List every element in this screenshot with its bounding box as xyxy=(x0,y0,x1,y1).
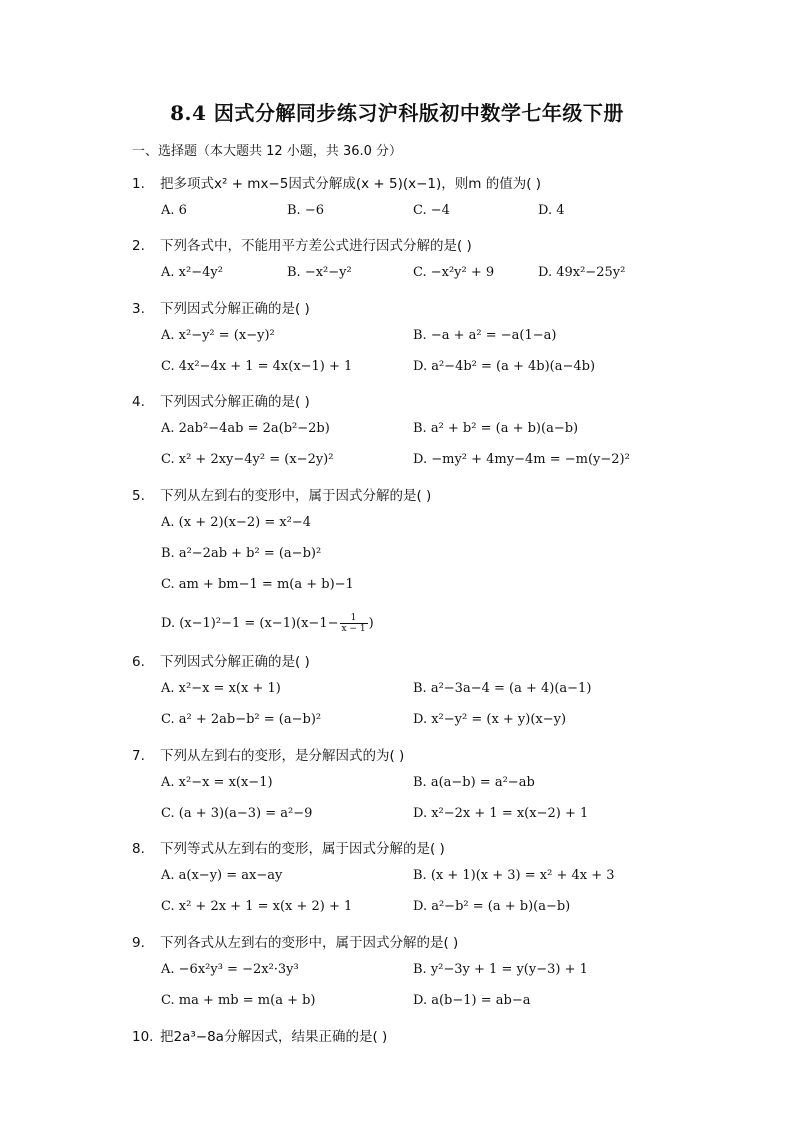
question-number: 4. xyxy=(132,394,145,410)
option-d: D. a²−b² = (a + b)(a−b) xyxy=(413,899,571,914)
option-c: C. −4 xyxy=(413,203,450,218)
option-d: D. a(b−1) = ab−a xyxy=(413,993,531,1008)
question-4 xyxy=(132,390,310,410)
question-5 xyxy=(132,484,431,504)
option-a: A. 2ab²−4ab = 2a(b²−2b) xyxy=(161,421,330,436)
question-8 xyxy=(132,837,445,857)
question-text: 下列因式分解正确的是( ) xyxy=(160,654,310,670)
option-a: A. 6 xyxy=(161,203,187,218)
question-number: 9. xyxy=(132,935,145,951)
option-a: A. x²−x = x(x + 1) xyxy=(161,681,281,696)
closing-paren: ) xyxy=(368,616,374,631)
option-c: C. (a + 3)(a−3) = a²−9 xyxy=(161,806,313,821)
option-d: D. x²−y² = (x + y)(x−y) xyxy=(413,712,567,727)
option-d: D. 4 xyxy=(538,203,565,218)
option-c: C. a² + 2ab−b² = (a−b)² xyxy=(161,712,322,727)
option-b: B. a²−3a−4 = (a + 4)(a−1) xyxy=(413,681,592,696)
option-c: C. x² + 2xy−4y² = (x−2y)² xyxy=(161,452,334,467)
question-text: 下列因式分解正确的是( ) xyxy=(160,394,310,410)
option-a: A. −6x²y³ = −2x²·3y³ xyxy=(161,962,299,977)
option-d: D. −my² + 4my−4m = −m(y−2)² xyxy=(413,452,630,467)
question-number: 3. xyxy=(132,301,145,317)
option-d: D. x²−2x + 1 = x(x−2) + 1 xyxy=(413,806,589,821)
option-b: B. −a + a² = −a(1−a) xyxy=(413,328,557,343)
option-b: B. (x + 1)(x + 3) = x² + 4x + 3 xyxy=(413,868,615,883)
option-c: C. −x²y² + 9 xyxy=(413,265,495,280)
question-number: 1. xyxy=(132,176,145,192)
option-a: A. x²−4y² xyxy=(161,265,223,280)
option-b: B. a²−2ab + b² = (a−b)² xyxy=(161,546,322,561)
question-1 xyxy=(132,172,541,192)
option-b: B. y²−3y + 1 = y(y−3) + 1 xyxy=(413,962,588,977)
question-text: 下列各式从左到右的变形中，属于因式分解的是( ) xyxy=(160,935,459,951)
question-7 xyxy=(132,744,404,764)
question-9 xyxy=(132,931,458,951)
question-text: 把2a³−8a分解因式，结果正确的是( ) xyxy=(160,1029,388,1045)
option-a: A. x²−x = x(x−1) xyxy=(161,775,273,790)
question-text: 把多项式x² + mx−5因式分解成(x + 5)(x−1)，则m 的值为( ) xyxy=(160,176,542,192)
fraction xyxy=(340,613,368,634)
fraction-numerator: 1 xyxy=(340,613,368,624)
option-b: B. a² + b² = (a + b)(a−b) xyxy=(413,421,579,436)
option-c: C. 4x²−4x + 1 = 4x(x−1) + 1 xyxy=(161,359,353,374)
question-6 xyxy=(132,650,310,670)
section-heading: 一、选择题（本大题共 12 小题，共 36.0 分） xyxy=(132,144,403,159)
question-text: 下列等式从左到右的变形，属于因式分解的是( ) xyxy=(160,841,445,857)
option-d: D. a²−4b² = (a + 4b)(a−4b) xyxy=(413,359,596,374)
option-d xyxy=(161,613,374,634)
option-b: B. −6 xyxy=(287,203,324,218)
question-text: 下列因式分解正确的是( ) xyxy=(160,301,310,317)
option-c: C. x² + 2x + 1 = x(x + 2) + 1 xyxy=(161,899,353,914)
question-3 xyxy=(132,297,310,317)
option-b: B. a(a−b) = a²−ab xyxy=(413,775,535,790)
option-c: C. am + bm−1 = m(a + b)−1 xyxy=(161,577,354,592)
question-text: 下列从左到右的变形中，属于因式分解的是( ) xyxy=(160,488,432,504)
option-d: D. 49x²−25y² xyxy=(538,265,626,280)
option-b: B. −x²−y² xyxy=(287,265,352,280)
question-number: 2. xyxy=(132,238,145,254)
option-d-text: D. (x−1)²−1 = (x−1)(x−1− xyxy=(161,616,339,631)
question-10 xyxy=(132,1025,387,1045)
question-number: 8. xyxy=(132,841,145,857)
option-c: C. ma + mb = m(a + b) xyxy=(161,993,316,1008)
option-a: A. a(x−y) = ax−ay xyxy=(161,868,283,883)
question-2 xyxy=(132,234,472,254)
fraction-denominator: x − 1 xyxy=(341,624,366,634)
option-a: A. x²−y² = (x−y)² xyxy=(161,328,275,343)
option-a: A. (x + 2)(x−2) = x²−4 xyxy=(161,515,312,530)
question-number: 10. xyxy=(132,1029,154,1045)
question-text: 下列各式中，不能用平方差公式进行因式分解的是( ) xyxy=(160,238,472,254)
question-number: 6. xyxy=(132,654,145,670)
question-number: 5. xyxy=(132,488,145,504)
question-text: 下列从左到右的变形，是分解因式的为( ) xyxy=(160,748,405,764)
question-number: 7. xyxy=(132,748,145,764)
page-title: 8.4 因式分解同步练习沪科版初中数学七年级下册 xyxy=(170,101,624,125)
